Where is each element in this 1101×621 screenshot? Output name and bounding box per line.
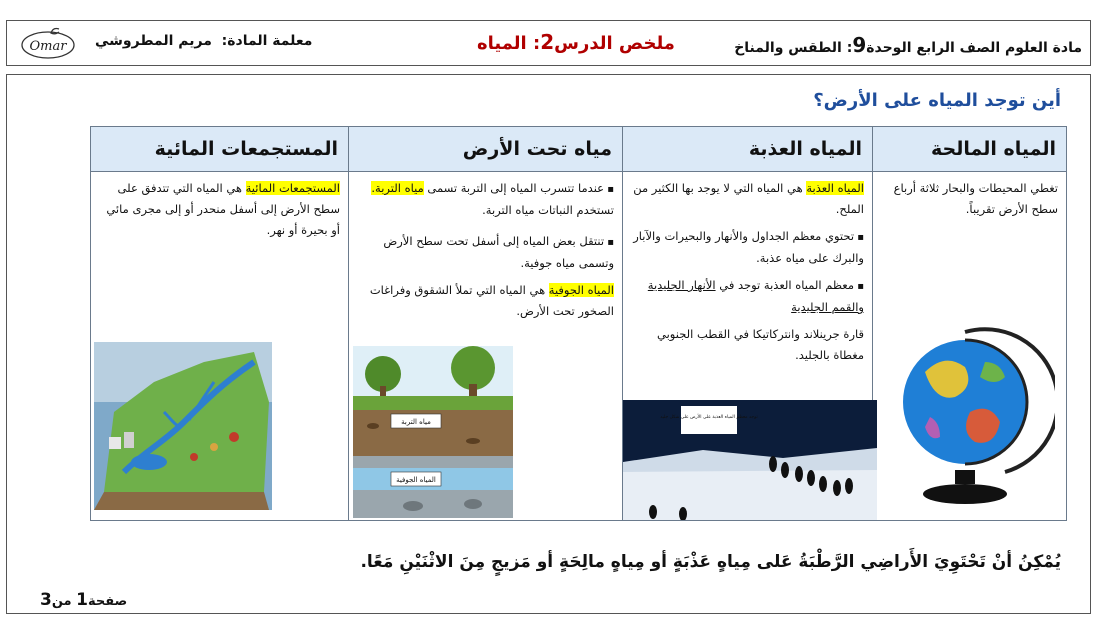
watershed-text <box>91 172 348 241</box>
cell-saltwater <box>873 172 1067 521</box>
watershed-diagram-image <box>94 342 272 510</box>
soil-water-label: مياه التربة <box>401 418 431 426</box>
soil-groundwater-image <box>353 346 513 518</box>
subject-unit <box>734 33 1082 57</box>
heading-saltwater: المياه المالحة <box>873 127 1067 172</box>
cell-groundwater <box>349 172 623 521</box>
heading-watershed: المستجمعات المائية <box>91 127 349 172</box>
lesson-number: 2 <box>540 30 555 54</box>
saltwater-definition: تغطي المحيطات والبحار ثلاثة أرباع سطح الأرض تقريباً. <box>893 181 1058 216</box>
groundwater-definition: هي المياه التي تملأ الشقوق وفراغات الصخور تحت الأرض. <box>369 283 614 318</box>
page-label: صفحة <box>87 594 128 609</box>
page-current: 1 <box>76 590 88 610</box>
water-types-table <box>90 126 1067 521</box>
heading-freshwater: المياه العذبة <box>623 127 873 172</box>
lesson-prefix: ملخص الدرس <box>554 33 675 54</box>
freshwater-p4: قارة جرينلاند وانتركاتيكا في القطب الجنوبي مغطاة بالجليد. <box>657 327 864 362</box>
teacher-name: مريم المطروشي <box>95 33 212 49</box>
penguins-ice-image <box>623 400 877 520</box>
freshwater-p3: معظم المياه العذبة توجد في <box>715 278 855 292</box>
watershed-term: المستجمعات المائية <box>245 181 340 195</box>
groundwater-p1: عندما تتسرب المياه إلى التربة تسمى <box>423 181 605 195</box>
ice-caption: توجد معظم المياه العذبة على الأرض على شكل جليد <box>660 415 758 420</box>
wetlands-note: يُمْكِنُ أنْ تَحْتَوِيَ الأَراضِي الرَّطْبَةُ عَلى مِياهٍ عَذْبَةٍ أو مِياهٍ مالِحَةٍ أو مَزيجٍ مِنَ الاثْنَيْنِ مَعًا. <box>360 552 1061 572</box>
section-question: أين توجد المياه على الأرض؟ <box>813 90 1061 111</box>
unit-title: : الطقس والمناخ <box>734 40 853 56</box>
lesson-title <box>477 30 675 54</box>
watershed-definition: هي المياه التي تتدفق على سطح الأرض إلى أسفل منحدر أو إلى مجرى مائي أو بحيرة أو نهر. <box>106 181 340 237</box>
soil-water-term: مياه التربة. <box>371 181 424 195</box>
teacher-info <box>95 33 312 49</box>
globe-image <box>885 322 1055 512</box>
freshwater-definition: هي المياه التي لا يوجد بها الكثير من الملح. <box>633 181 864 216</box>
freshwater-term: المياه العذبة <box>806 181 864 195</box>
freshwater-text <box>623 172 872 366</box>
groundwater-p2: تنتقل بعض المياه إلى أسفل تحت سطح الأرض وتسمى مياه جوفية. <box>383 234 614 270</box>
groundwater-term: المياه الجوفية <box>548 283 614 297</box>
groundwater-label: المياه الجوفية <box>396 476 436 484</box>
teacher-label: معلمة المادة: <box>221 33 313 49</box>
glaciers-term: الأنهار الجليدية والقمم الجليدية <box>647 278 864 314</box>
lesson-name: : المياه <box>477 33 541 54</box>
cell-freshwater <box>623 172 873 521</box>
cell-watershed <box>91 172 349 521</box>
groundwater-p1-end: تستخدم النباتات مياه التربة. <box>482 203 614 217</box>
logo-icon <box>19 25 77 61</box>
page-total: 3 <box>40 590 52 610</box>
freshwater-p2: تحتوي معظم الجداول والأنهار والبحيرات والآبار والبرك على مياه عذبة. <box>633 229 864 265</box>
subject-text: مادة العلوم الصف الرابع الوحدة <box>866 40 1082 56</box>
logo-text: Omar <box>29 39 67 54</box>
groundwater-text <box>349 172 622 322</box>
unit-number: 9 <box>852 33 867 57</box>
page-of: من <box>51 594 72 609</box>
header-bar <box>6 20 1091 66</box>
page-number <box>40 590 127 610</box>
saltwater-text <box>873 172 1066 220</box>
heading-groundwater: مياه تحت الأرض <box>349 127 623 172</box>
